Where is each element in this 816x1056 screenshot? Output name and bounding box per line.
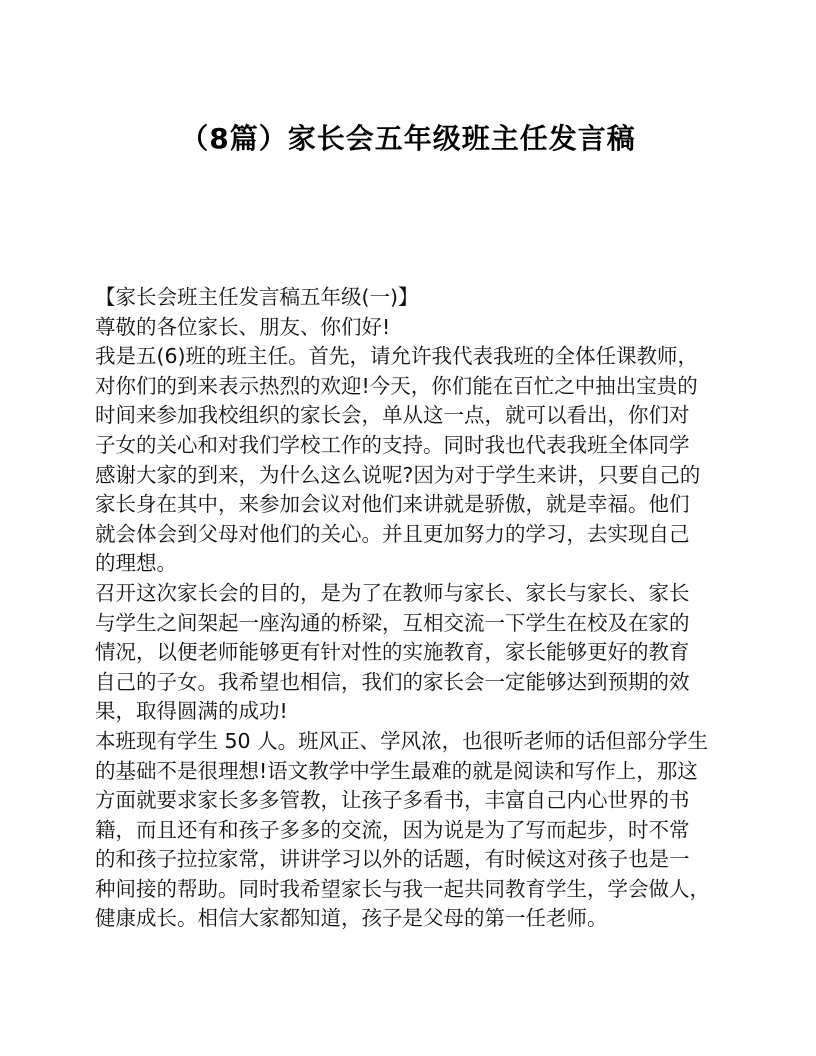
document-body xyxy=(95,283,725,934)
body-text-line: 时间来参加我校组织的家长会，单从这一点，就可以看出，你们对 xyxy=(95,403,690,428)
body-text-line: 子女的关心和对我们学校工作的支持。同时我也代表我班全体同学 xyxy=(95,432,690,457)
body-text-line: 情况，以便老师能够更有针对性的实施教育，家长能够更好的教育 xyxy=(95,640,690,665)
body-text-line: 我是五(6)班的班主任。首先，请允许我代表我班的全体任课教师， xyxy=(95,344,699,369)
body-text-line: 对你们的到来表示热烈的欢迎!今天，你们能在百忙之中抽出宝贵的 xyxy=(95,373,698,398)
body-text-line: 的和孩子拉拉家常，讲讲学习以外的话题，有时候这对孩子也是一 xyxy=(95,847,690,872)
body-text-line: 种间接的帮助。同时我希望家长与我一起共同教育学生，学会做人， xyxy=(95,876,710,901)
body-text-line: 召开这次家长会的目的，是为了在教师与家长、家长与家长、家长 xyxy=(95,580,690,605)
body-text-line: 感谢大家的到来，为什么这么说呢?因为对于学生来讲，只要自己的 xyxy=(95,462,701,487)
body-text-line: 【家长会班主任发言稿五年级(一)】 xyxy=(95,285,419,309)
body-text-line: 尊敬的各位家长、朋友、你们好! xyxy=(95,314,391,339)
body-text-line: 的基础不是很理想!语文教学中学生最难的就是阅读和写作上，那这 xyxy=(95,758,698,783)
body-text-line: 健康成长。相信大家都知道，孩子是父母的第一任老师。 xyxy=(95,906,608,931)
body-text-line: 方面就要求家长多多管教，让孩子多看书，丰富自己内心世界的书 xyxy=(95,788,690,813)
body-text-line: 本班现有学生 50 人。班风正、学风浓，也很听老师的话但部分学生 xyxy=(95,728,709,753)
body-text-line: 家长身在其中，来参加会议对他们来讲就是骄傲，就是幸福。他们 xyxy=(95,492,690,517)
body-text-line: 的理想。 xyxy=(95,551,177,576)
body-text-line: 籍，而且还有和孩子多多的交流，因为说是为了写而起步，时不常 xyxy=(95,817,690,842)
body-text-line: 自己的子女。我希望也相信，我们的家长会一定能够达到预期的效 xyxy=(95,669,690,694)
document-title: （8篇）家长会五年级班主任发言稿 xyxy=(180,122,636,155)
body-text-line: 就会体会到父母对他们的关心。并且更加努力的学习，去实现自己 xyxy=(95,521,690,546)
body-text-line: 果，取得圆满的成功! xyxy=(95,699,288,724)
body-text-line: 与学生之间架起一座沟通的桥梁，互相交流一下学生在校及在家的 xyxy=(95,610,690,635)
